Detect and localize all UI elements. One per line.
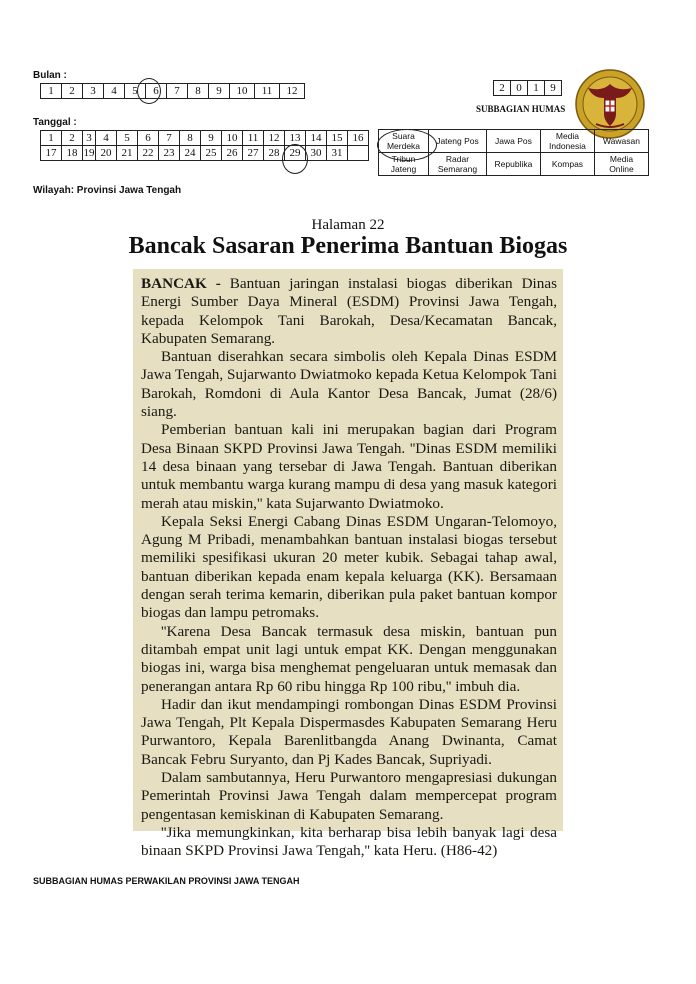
day-cell: 1 bbox=[41, 131, 62, 146]
day-cell: 19 bbox=[83, 147, 95, 159]
day-cell: 7 bbox=[159, 131, 180, 146]
day-cell: 27 bbox=[243, 146, 264, 161]
media-table bbox=[378, 129, 649, 176]
paragraph: Kepala Seksi Energi Cabang Dinas ESDM Ungaran-Telomoyo, Agung M Pribadi, menambahkan bantuan instalasi biogas tersebut memiliki spesifikasi ukuran 20 meter kubik. Sebagai tahap awal, bantuan diberikan kepada enam kepala keluarga (KK). Bersamaan dengan serah terima kemarin, diberikan pula paket bantuan kompor biogas dan lampu petromaks. bbox=[141, 512, 557, 622]
paragraph: Dalam sambutannya, Heru Purwantoro mengapresiasi dukungan Pemerintah Provinsi Jawa Tengah dalam mempercepat program pengentasan kemiskinan di Kabupaten Semarang. bbox=[141, 769, 557, 823]
tanggal-label: Tanggal : bbox=[33, 117, 77, 128]
day-cell: 12 bbox=[264, 131, 285, 146]
month-cell: 11 bbox=[255, 84, 280, 99]
day-cell: 6 bbox=[138, 131, 159, 146]
day-cell: 25 bbox=[201, 146, 222, 161]
day-cell: 30 bbox=[306, 146, 327, 161]
media-cell: Media Online bbox=[594, 153, 648, 176]
media-cell: Tribun Jateng bbox=[379, 153, 429, 176]
day-cell: 8 bbox=[180, 131, 201, 146]
day-cell: 13 bbox=[285, 131, 306, 146]
month-cell: 8 bbox=[188, 84, 209, 99]
day-cell bbox=[348, 146, 369, 161]
date-grid bbox=[40, 130, 369, 161]
dateline: BANCAK - bbox=[141, 275, 221, 292]
day-cell: 31 bbox=[327, 146, 348, 161]
article-body bbox=[133, 269, 563, 861]
page-number: Halaman 22 bbox=[311, 217, 385, 233]
article-title: Bancak Sasaran Penerima Bantuan Biogas bbox=[128, 233, 568, 259]
year-grid bbox=[493, 80, 562, 96]
day-cell: 5 bbox=[117, 131, 138, 146]
day-cell-selected: 29 bbox=[285, 146, 306, 161]
month-cell: 4 bbox=[104, 84, 125, 99]
media-cell: Jateng Pos bbox=[429, 130, 487, 153]
day-cell: 23 bbox=[159, 146, 180, 161]
day-cell: 3 bbox=[83, 131, 96, 146]
month-cell: 1 bbox=[41, 84, 62, 99]
month-cell: 10 bbox=[230, 84, 255, 99]
month-cell: 2 bbox=[62, 84, 83, 99]
day-cell: 14 bbox=[306, 131, 327, 146]
day-cell: 11 bbox=[243, 131, 264, 146]
day-cell: 10 bbox=[222, 131, 243, 146]
month-cell: 9 bbox=[209, 84, 230, 99]
month-cell: 12 bbox=[280, 84, 305, 99]
year-digit: 1 bbox=[528, 81, 545, 96]
paragraph: Hadir dan ikut mendampingi rombongan Dinas ESDM Provinsi Jawa Tengah, Plt Kepala Dispermasdes Kabupaten Semarang Heru Purwantoro, Kepala Barenlitbangda Anang Dwinanta, Camat Bancak Febru Suryanto, dan Pj Kades Bancak, Supriyadi. bbox=[141, 695, 557, 768]
bulan-label: Bulan : bbox=[33, 70, 67, 81]
day-cell: 16 bbox=[348, 131, 369, 146]
month-cell-selected: 6 bbox=[146, 84, 167, 99]
paragraph bbox=[141, 275, 557, 348]
month-cell: 7 bbox=[167, 84, 188, 99]
dept-label: SUBBAGIAN HUMAS bbox=[476, 104, 566, 114]
day-cell: 18 bbox=[62, 146, 83, 161]
media-cell: Jawa Pos bbox=[486, 130, 540, 153]
day-cell: 21 bbox=[117, 146, 138, 161]
month-cell: 3 bbox=[83, 84, 104, 99]
media-cell: Wawasan bbox=[594, 130, 648, 153]
day-cell: 4 bbox=[96, 131, 117, 146]
month-grid bbox=[40, 83, 305, 99]
month-cell: 5 bbox=[125, 84, 146, 99]
day-cell: 20 bbox=[96, 146, 117, 161]
media-cell: Media Indonesia bbox=[540, 130, 594, 153]
day-cell: 24 bbox=[180, 146, 201, 161]
paragraph: Bantuan diserahkan secara simbolis oleh Kepala Dinas ESDM Jawa Tengah, Sujarwanto Dwiatmoko kepada Ketua Kelompok Tani Barokah, Romdoni di Aula Kantor Desa Bancak, Jumat (28/6) siang. bbox=[141, 348, 557, 421]
day-cell: 2 bbox=[62, 131, 83, 146]
day-cell: 9 bbox=[201, 131, 222, 146]
day-cell: 26 bbox=[222, 146, 243, 161]
year-digit: 0 bbox=[511, 81, 528, 96]
news-clipping bbox=[133, 269, 563, 860]
footer-text: SUBBAGIAN HUMAS PERWAKILAN PROVINSI JAWA TENGAH bbox=[33, 876, 300, 886]
paragraph-text: Bantuan jaringan instalasi biogas diberikan Dinas Energi Sumber Daya Mineral (ESDM) Provinsi Jawa Tengah, kepada Kelompok Tani Barokah, Desa/Kecamatan Bancak, Kabupaten Semarang. bbox=[141, 275, 558, 347]
year-digit: 9 bbox=[545, 81, 562, 96]
region-label: Wilayah: Provinsi Jawa Tengah bbox=[33, 185, 182, 196]
paragraph: ''Jika memungkinkan, kita berharap bisa lebih banyak lagi desa binaan SKPD Provinsi Jawa Tengah,'' kata Heru. (H86-42) bbox=[141, 823, 557, 860]
year-digit: 2 bbox=[494, 81, 511, 96]
paragraph: Pemberian bantuan kali ini merupakan bagian dari Program Desa Binaan SKPD Provinsi Jawa Tengah. ''Dinas ESDM memiliki 14 desa binaan yang tersebar di Jawa Tengah. Bantuan diberikan untuk membantu warga kurang mampu di desa yang masuk kategori merah atau miskin,'' kata Sujarwanto Dwiatmoko. bbox=[141, 421, 557, 512]
day-cell: 17 bbox=[41, 146, 62, 161]
media-cell-selected: Suara Merdeka bbox=[379, 130, 429, 153]
day-cell: 15 bbox=[327, 131, 348, 146]
media-cell: Republika bbox=[486, 153, 540, 176]
day-cell: 22 bbox=[138, 146, 159, 161]
media-cell: Kompas bbox=[540, 153, 594, 176]
paragraph: ''Karena Desa Bancak termasuk desa miskin, bantuan pun ditambah empat unit lagi untuk empat KK. Dengan menggunakan biogas ini, warga bisa menghemat pengeluaran untuk memasak dan penerangan antara Rp 60 ribu hingga Rp 100 ribu,'' imbuh dia. bbox=[141, 622, 557, 695]
media-cell: Radar Semarang bbox=[429, 153, 487, 176]
day-cell: 28 bbox=[264, 146, 285, 161]
